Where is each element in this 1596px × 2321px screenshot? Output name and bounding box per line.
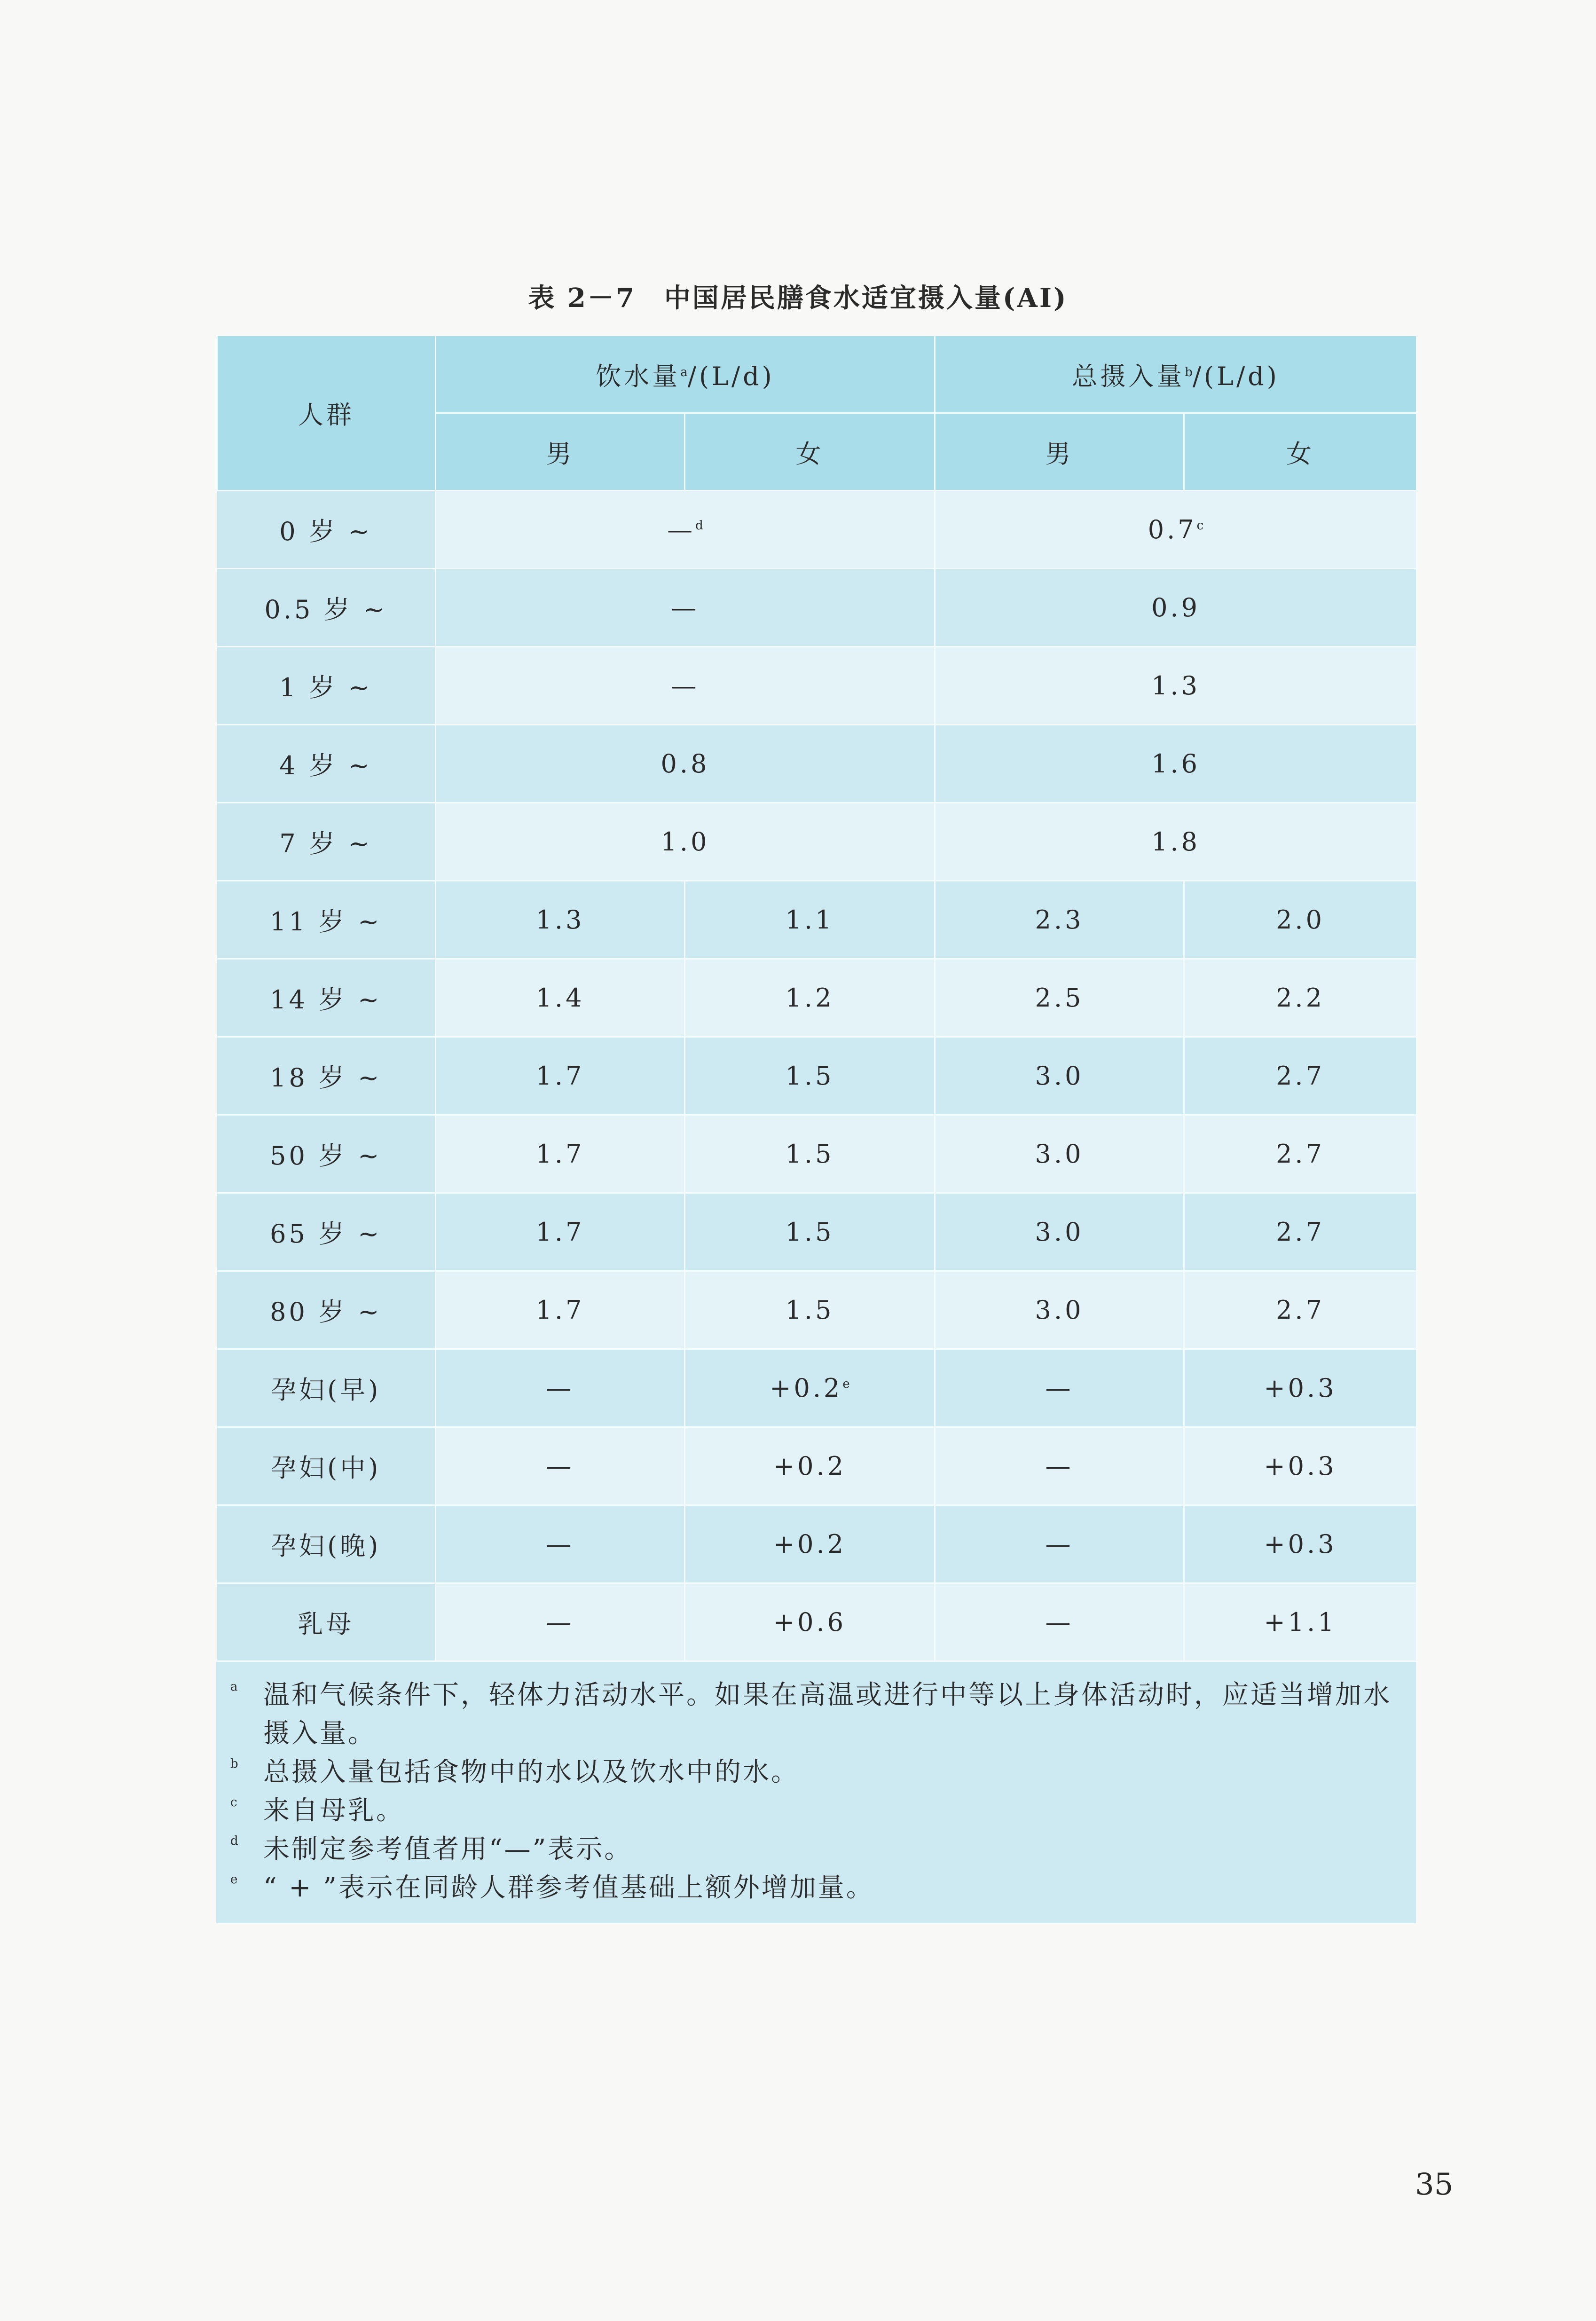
cell-drink-male: —	[436, 1349, 685, 1427]
cell-drink-male: —	[436, 1583, 685, 1661]
row-group: 孕妇(晚)	[217, 1505, 436, 1583]
table-row	[217, 1271, 1417, 1349]
table-row	[217, 647, 1417, 725]
footnote	[230, 1676, 1397, 1753]
cell-total-male: —	[935, 1427, 1184, 1505]
footnote-mark: c	[230, 1795, 239, 1810]
header-group: 人群	[217, 336, 436, 491]
cell-footnote-mark: e	[842, 1377, 850, 1391]
cell-total-male: —	[935, 1583, 1184, 1661]
header-drink-footnote-mark: a	[680, 365, 688, 379]
header-drink-unit: /(L/d)	[687, 361, 775, 391]
cell-drink-male: 1.7	[436, 1037, 685, 1115]
header-drink-male: 男	[436, 413, 685, 491]
cell-total-female: 2.7	[1184, 1115, 1417, 1193]
row-group: 18 岁 ~	[217, 1037, 436, 1115]
table-body	[217, 491, 1417, 1661]
header-total	[935, 336, 1417, 413]
table-row	[217, 1349, 1417, 1427]
cell-drink-male: 1.4	[436, 959, 685, 1037]
header-drink-female: 女	[685, 413, 935, 491]
header-total-unit: /(L/d)	[1192, 361, 1280, 391]
cell-drink-male: 1.3	[436, 881, 685, 959]
footnote-mark: e	[230, 1873, 240, 1887]
cell-drink-male: —	[436, 1427, 685, 1505]
cell-total-female: +0.3	[1184, 1505, 1417, 1583]
footnote	[230, 1792, 1397, 1830]
cell-drink-female: 1.1	[685, 881, 935, 959]
cell-drink-male: 1.7	[436, 1115, 685, 1193]
cell-total: 1.3	[935, 647, 1417, 725]
row-group: 0.5 岁 ~	[217, 569, 436, 647]
cell-drink-female: +0.2	[685, 1505, 935, 1583]
footnote	[230, 1753, 1397, 1792]
cell-total-female: 2.7	[1184, 1037, 1417, 1115]
cell-total-male: 2.3	[935, 881, 1184, 959]
cell-total: 1.8	[935, 803, 1417, 881]
cell-drink-female	[685, 1349, 935, 1427]
cell-footnote-mark: c	[1196, 519, 1204, 533]
footnote-mark: d	[230, 1834, 240, 1848]
row-group: 65 岁 ~	[217, 1193, 436, 1271]
cell-total	[935, 491, 1417, 569]
cell-drink: 1.0	[436, 803, 935, 881]
row-group: 80 岁 ~	[217, 1271, 436, 1349]
cell-drink: —	[436, 647, 935, 725]
cell-total-female: 2.2	[1184, 959, 1417, 1037]
row-group: 11 岁 ~	[217, 881, 436, 959]
footnote-text: 来自母乳。	[263, 1795, 404, 1826]
cell-drink-female: +0.2	[685, 1427, 935, 1505]
table-row	[217, 1037, 1417, 1115]
footnote-text: 温和气候条件下，轻体力活动水平。如果在高温或进行中等以上身体活动时，应适当增加水摄入量。	[263, 1680, 1392, 1749]
table-row	[217, 1427, 1417, 1505]
footnote	[230, 1869, 1397, 1907]
water-ai-table	[216, 335, 1417, 1662]
cell-drink-female-value: +0.2	[770, 1373, 843, 1403]
cell-total-male: 3.0	[935, 1115, 1184, 1193]
footnote-mark: b	[230, 1757, 240, 1771]
cell-total-female: +0.3	[1184, 1427, 1417, 1505]
footnote-text: 未制定参考值者用“—”表示。	[263, 1834, 633, 1865]
cell-total-male: —	[935, 1349, 1184, 1427]
header-drink-label: 饮水量	[596, 361, 681, 391]
row-group: 50 岁 ~	[217, 1115, 436, 1193]
cell-drink: 0.8	[436, 725, 935, 803]
cell-total: 0.9	[935, 569, 1417, 647]
cell-total-female: +1.1	[1184, 1583, 1417, 1661]
cell-drink-male: —	[436, 1505, 685, 1583]
footnote	[230, 1830, 1397, 1869]
table-row	[217, 1583, 1417, 1661]
cell-total-female: +0.3	[1184, 1349, 1417, 1427]
cell-drink-value: —	[667, 515, 696, 544]
header-total-label: 总摄入量	[1072, 361, 1185, 391]
table-row	[217, 725, 1417, 803]
row-group: 乳母	[217, 1583, 436, 1661]
cell-total-value: 0.7	[1148, 515, 1197, 544]
cell-footnote-mark: d	[695, 519, 703, 533]
cell-total-male: 2.5	[935, 959, 1184, 1037]
cell-drink-female: +0.6	[685, 1583, 935, 1661]
cell-total-male: —	[935, 1505, 1184, 1583]
cell-drink-female: 1.5	[685, 1037, 935, 1115]
row-group: 孕妇(中)	[217, 1427, 436, 1505]
row-group: 4 岁 ~	[217, 725, 436, 803]
cell-drink-female: 1.2	[685, 959, 935, 1037]
table-row	[217, 569, 1417, 647]
cell-drink	[436, 491, 935, 569]
cell-drink-male: 1.7	[436, 1193, 685, 1271]
cell-drink-female: 1.5	[685, 1271, 935, 1349]
table-row	[217, 959, 1417, 1037]
table-row	[217, 803, 1417, 881]
page-number: 35	[1415, 2167, 1454, 2202]
cell-total-male: 3.0	[935, 1037, 1184, 1115]
cell-total-male: 3.0	[935, 1271, 1184, 1349]
cell-total-female: 2.7	[1184, 1271, 1417, 1349]
cell-total-male: 3.0	[935, 1193, 1184, 1271]
table-title: 表 2－7 中国居民膳食水适宜摄入量(AI)	[528, 283, 1068, 314]
water-ai-table-container	[216, 335, 1416, 1923]
row-group: 孕妇(早)	[217, 1349, 436, 1427]
row-group: 7 岁 ~	[217, 803, 436, 881]
cell-total-female: 2.0	[1184, 881, 1417, 959]
footnote-text: “ + ”表示在同龄人群参考值基础上额外增加量。	[263, 1873, 874, 1903]
row-group: 14 岁 ~	[217, 959, 436, 1037]
header-total-female: 女	[1184, 413, 1417, 491]
cell-total: 1.6	[935, 725, 1417, 803]
cell-drink-female: 1.5	[685, 1115, 935, 1193]
table-row	[217, 1193, 1417, 1271]
cell-drink-female: 1.5	[685, 1193, 935, 1271]
table-row	[217, 491, 1417, 569]
table-header	[217, 336, 1417, 491]
table-row	[217, 1505, 1417, 1583]
row-group: 0 岁 ~	[217, 491, 436, 569]
cell-drink-male: 1.7	[436, 1271, 685, 1349]
cell-total-female: 2.7	[1184, 1193, 1417, 1271]
header-drink	[436, 336, 935, 413]
table-row	[217, 881, 1417, 959]
header-total-male: 男	[935, 413, 1184, 491]
footnote-mark: a	[230, 1680, 240, 1694]
header-total-footnote-mark: b	[1185, 365, 1193, 379]
row-group: 1 岁 ~	[217, 647, 436, 725]
table-footnotes	[216, 1662, 1416, 1923]
footnote-text: 总摄入量包括食物中的水以及饮水中的水。	[263, 1757, 799, 1787]
cell-drink: —	[436, 569, 935, 647]
table-row	[217, 1115, 1417, 1193]
